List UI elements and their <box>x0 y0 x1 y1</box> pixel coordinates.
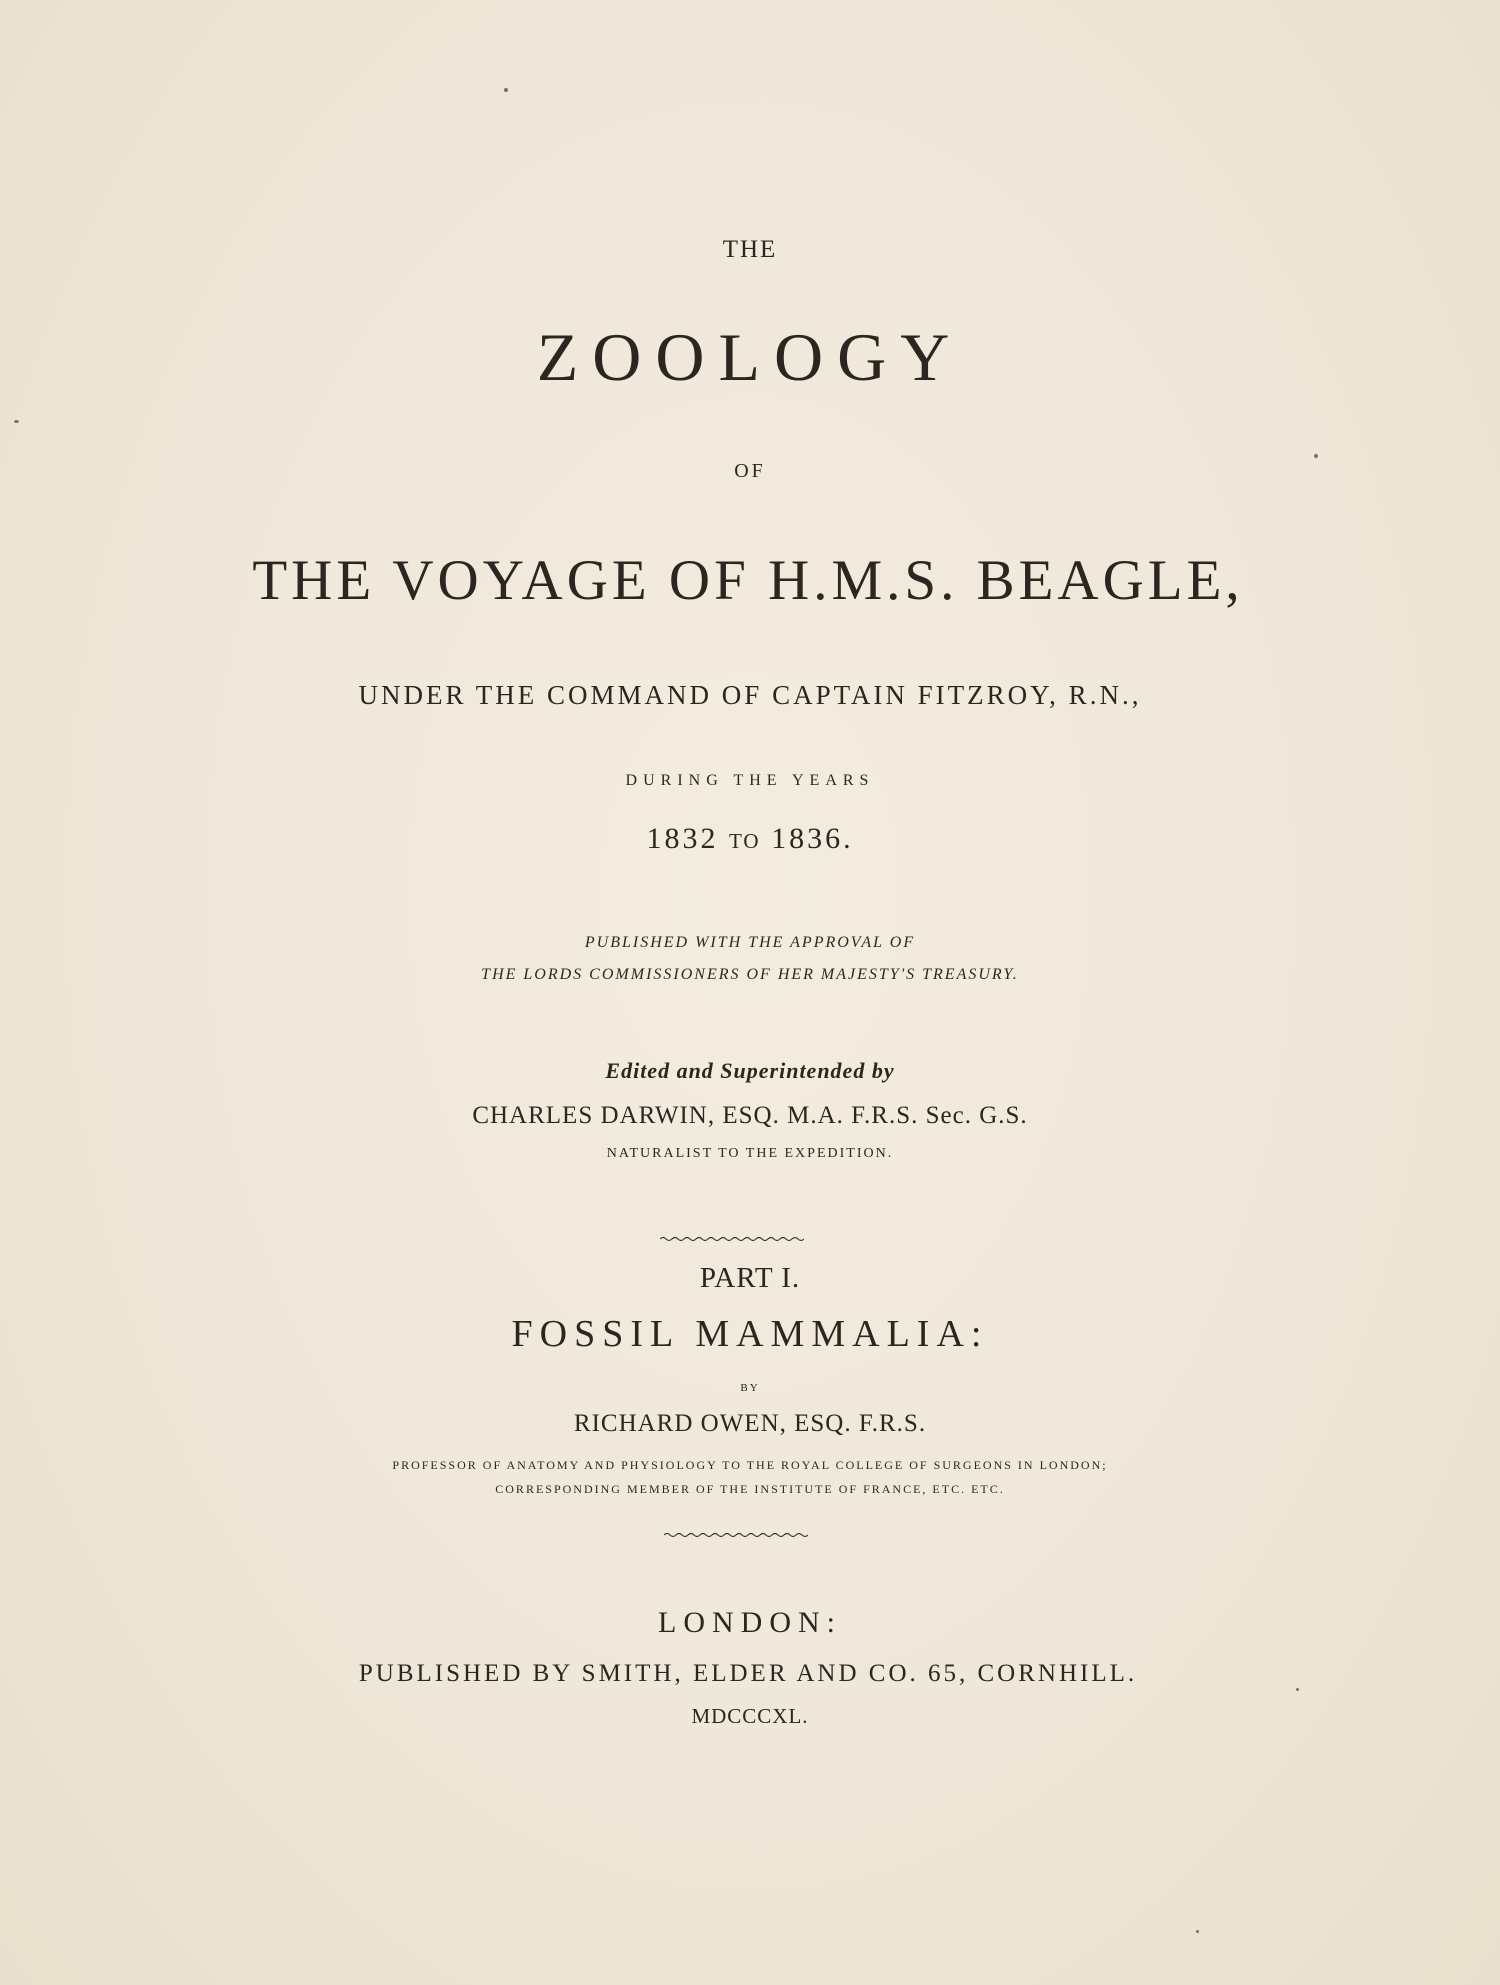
paper-speck <box>14 420 19 423</box>
wavy-rule-divider <box>660 1234 804 1244</box>
part-number: PART I. <box>699 1262 801 1294</box>
year-end: 1836. <box>771 822 854 855</box>
title-of: OF <box>734 460 766 482</box>
paper-speck <box>1196 1930 1199 1933</box>
imprint-city: LONDON: <box>658 1606 842 1639</box>
year-start: 1832 <box>646 822 719 855</box>
command-line: UNDER THE COMMAND OF CAPTAIN FITZROY, R.N., <box>358 680 1142 710</box>
during-years-line: DURING THE YEARS <box>625 772 875 789</box>
paper-speck <box>1296 1688 1299 1691</box>
imprint-year: MDCCCXL. <box>691 1704 809 1728</box>
paper-speck <box>1314 454 1318 458</box>
author-role-line-1: PROFESSOR OF ANATOMY AND PHYSIOLOGY TO THE ROYAL COLLEGE OF SURGEONS IN LONDON; <box>392 1458 1108 1472</box>
edited-by-line: Edited and Superintended by <box>605 1058 895 1083</box>
author-name: RICHARD OWEN, ESQ. F.R.S. <box>573 1410 927 1437</box>
year-to: TO <box>728 829 761 853</box>
title-voyage: THE VOYAGE OF H.M.S. BEAGLE, <box>252 549 1244 612</box>
title-zoology: ZOOLOGY <box>536 319 964 395</box>
by-line: BY <box>740 1382 760 1394</box>
years-line <box>0 822 1500 856</box>
editor-name: CHARLES DARWIN, ESQ. M.A. F.R.S. Sec. G.S. <box>472 1102 1028 1129</box>
approval-line-2: THE LORDS COMMISSIONERS OF HER MAJESTY'S TREASURY. <box>481 966 1019 983</box>
title-the: THE <box>722 236 778 263</box>
wavy-rule-divider <box>664 1530 808 1540</box>
imprint-publisher: PUBLISHED BY SMITH, ELDER AND CO. 65, CORNHILL. <box>358 1660 1138 1687</box>
approval-line-1: PUBLISHED WITH THE APPROVAL OF <box>584 934 916 951</box>
part-title: FOSSIL MAMMALIA: <box>511 1313 989 1355</box>
paper-speck <box>504 88 508 92</box>
editor-role: NATURALIST TO THE EXPEDITION. <box>606 1146 894 1161</box>
author-role-line-2: CORRESPONDING MEMBER OF THE INSTITUTE OF FRANCE, ETC. ETC. <box>495 1482 1005 1496</box>
